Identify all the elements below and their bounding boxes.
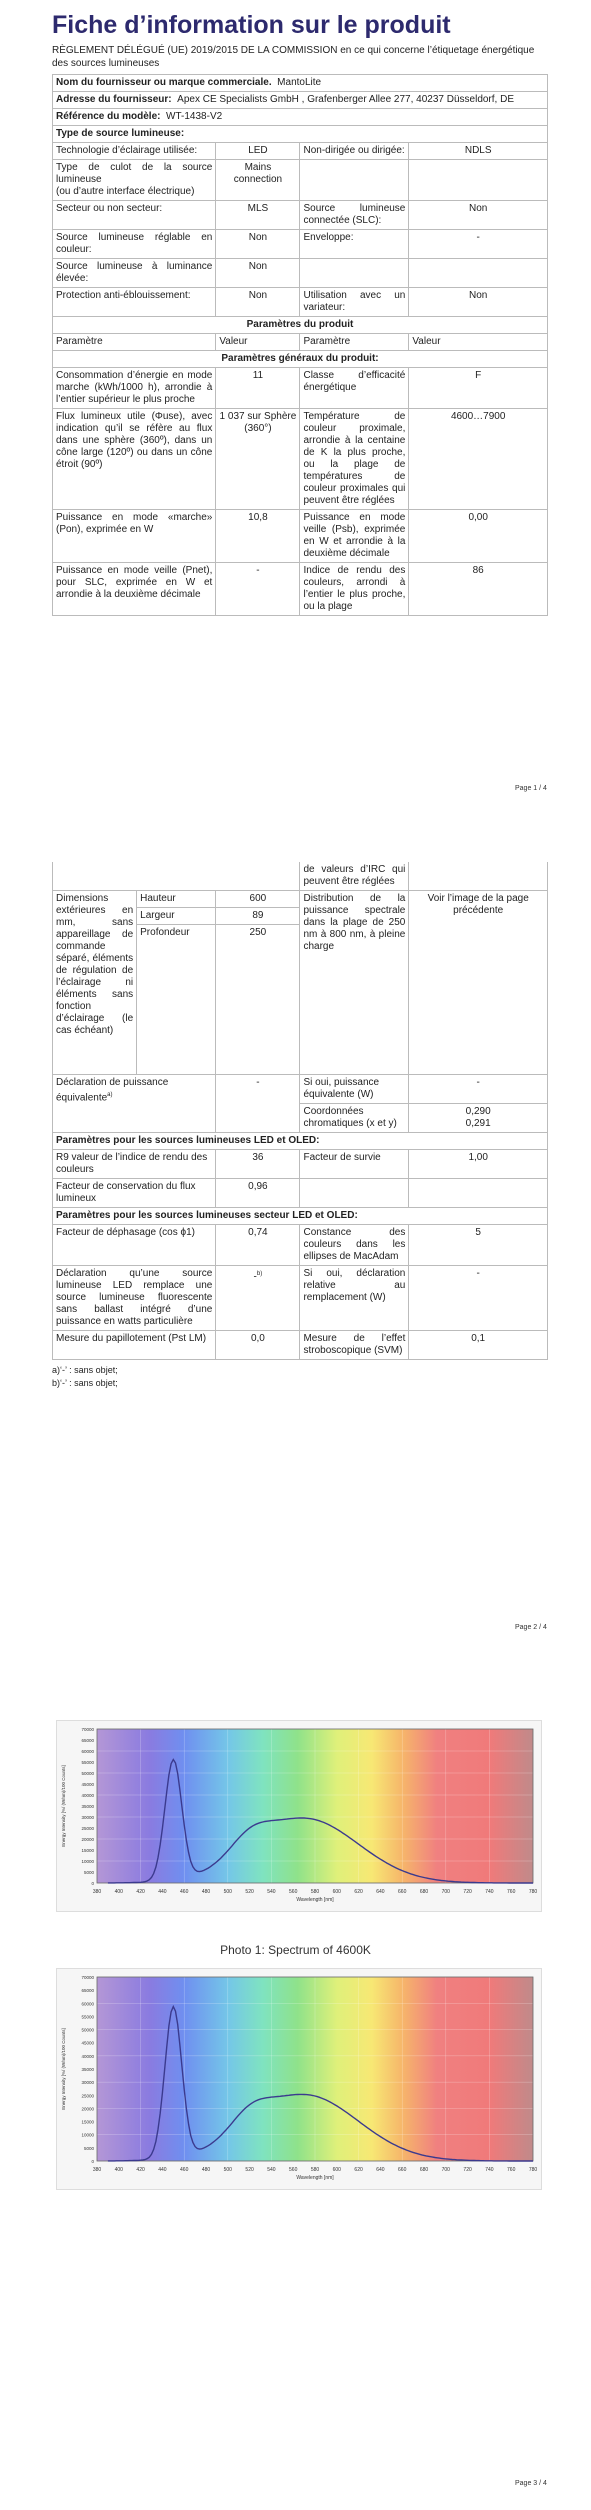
general-value-right: 0,00: [409, 510, 548, 563]
type-label-right: [300, 259, 409, 288]
r9-value: 36: [216, 1150, 300, 1179]
macadam-value: 5: [409, 1225, 548, 1266]
type-label-left: Type de culot de la source lumineuse (ou d’autre interface électrique): [53, 160, 216, 201]
model-value: WT-1438-V2: [166, 111, 223, 122]
y-tick-label: 45000: [81, 1782, 94, 1787]
x-tick-label: 640: [376, 1889, 385, 1895]
general-title-row: [53, 351, 548, 368]
chroma-values: [409, 1104, 548, 1133]
x-tick-label: 760: [507, 2167, 516, 2173]
dim-value-3: 250: [216, 925, 300, 1075]
model-row: [53, 109, 548, 126]
replacement-sup: b): [256, 1271, 263, 1277]
page-3: [0, 1700, 591, 2510]
type-value-left: Mains connection: [216, 160, 300, 201]
note-b: b)‘-’ : sans objet;: [52, 1378, 118, 1388]
dim-key-3: Profondeur: [137, 925, 216, 1075]
general-label-right: Classe d’efficacité énergétique: [300, 368, 409, 409]
y-tick-label: 55000: [81, 2014, 94, 2020]
type-value-left: Non: [216, 288, 300, 317]
col-value-2: Valeur: [409, 334, 548, 351]
x-tick-label: 780: [528, 1889, 538, 1895]
type-value-right: Non: [409, 288, 548, 317]
general-value-left: 11: [216, 368, 300, 409]
x-tick-label: 640: [376, 2167, 385, 2173]
col-param-1: Paramètre: [53, 334, 216, 351]
type-label-right: Source lumineuse connectée (SLC):: [300, 201, 409, 230]
replacement2-value: -: [409, 1266, 548, 1331]
spectrum-chart-2: [57, 1969, 541, 2189]
y-tick-label: 0: [91, 1881, 94, 1886]
x-tick-label: 680: [419, 2167, 429, 2173]
spectrum-plot-1: [56, 1720, 542, 1912]
type-row: [53, 259, 548, 288]
dim-value-1: 600: [216, 891, 300, 908]
x-tick-label: 660: [398, 1889, 407, 1895]
params-column-row: [53, 334, 548, 351]
y-tick-label: 60000: [81, 2001, 94, 2007]
page-number: Page 1 / 4: [515, 785, 547, 792]
col-value-1: Valeur: [216, 334, 300, 351]
address-label: Adresse du fournisseur:: [56, 94, 172, 105]
type-label-right: [300, 160, 409, 201]
general-value-left: -: [216, 563, 300, 616]
type-value-right: NDLS: [409, 143, 548, 160]
type-label-right: Enveloppe:: [300, 230, 409, 259]
supplier-label: Nom du fournisseur ou marque commerciale.: [56, 77, 272, 88]
general-label-left: Consommation d’énergie en mode marche (kWh/1000 h), arrondie à l’entier supérieur le plus proche: [53, 368, 216, 409]
product-info-table-continued: [52, 862, 548, 1360]
address-value: Apex CE Specialists GmbH , Grafenberger Allee 277, 40237 Düsseldorf, DE: [177, 94, 514, 105]
y-tick-label: 50000: [81, 1771, 94, 1776]
x-tick-label: 440: [158, 2167, 167, 2173]
x-tick-label: 740: [485, 2167, 494, 2173]
x-tick-label: 620: [354, 2167, 363, 2173]
dims-label: Dimensions extérieures en mm, sans appareillage de commande séparé, éléments de régulation de l’éclairage ni éléments sans fonction d’éclairage (le cas échéant): [53, 891, 137, 1075]
y-tick-label: 10000: [81, 1859, 94, 1864]
y-tick-label: 60000: [81, 1749, 94, 1754]
continued-row: [53, 862, 548, 891]
equiv-cell: [53, 1075, 216, 1133]
type-value-right: [409, 259, 548, 288]
y-tick-label: 45000: [81, 2040, 94, 2046]
y-tick-label: 20000: [81, 1837, 94, 1842]
flicker-label: Mesure du papillotement (Pst LM): [53, 1331, 216, 1360]
type-label-left: Secteur ou non secteur:: [53, 201, 216, 230]
type-row: [53, 160, 548, 201]
equiv2-label: Si oui, puissance équivalente (W): [300, 1075, 409, 1104]
general-value-left: 1 037 sur Sphère (360°): [216, 409, 300, 510]
y-tick-label: 25000: [81, 2093, 94, 2099]
general-row: [53, 409, 548, 510]
equiv2-value: -: [409, 1075, 548, 1104]
type-value-left: Non: [216, 230, 300, 259]
spectrum-caption: Photo 1: Spectrum of 4600K: [220, 1943, 371, 1957]
note-a: a)‘-’ : sans objet;: [52, 1365, 118, 1375]
maintenance-label: Facteur de conservation du flux lumineux: [53, 1179, 216, 1208]
equiv-label: Déclaration de puissance équivalente: [56, 1077, 169, 1104]
displacement-label: Facteur de déphasage (cos ϕ1): [53, 1225, 216, 1266]
general-label-right: Puissance en mode veille (Psb), exprimée en W et arrondie à la deuxième décimale: [300, 510, 409, 563]
y-tick-label: 20000: [81, 2106, 94, 2112]
regulation-text: RÈGLEMENT DÉLÉGUÉ (UE) 2019/2015 DE LA COMMISSION en ce qui concerne l’étiquetage énergétique des sources lumineuses: [52, 45, 535, 69]
led-title: Paramètres pour les sources lumineuses LED et OLED:: [53, 1133, 548, 1150]
svm-label: Mesure de l’effet stroboscopique (SVM): [300, 1331, 409, 1360]
page-number-2: Page 2 / 4: [515, 1624, 547, 1631]
dim-value-2: 89: [216, 908, 300, 925]
x-tick-label: 500: [223, 2167, 232, 2173]
y-axis-label: Energy Intensity [%/ (W/nm)/100 Counts]: [61, 2028, 66, 2110]
y-tick-label: 35000: [81, 2067, 94, 2072]
replacement2-label: Si oui, déclaration relative au remplacement (W): [300, 1266, 409, 1331]
page-number-3: Page 3 / 4: [515, 2480, 547, 2487]
general-value-right: 4600…7900: [409, 409, 548, 510]
x-tick-label: 460: [180, 2167, 189, 2173]
params-title: Paramètres du produit: [53, 317, 548, 334]
x-tick-label: 660: [398, 2167, 407, 2173]
spectrum-chart-1: [57, 1721, 541, 1911]
flicker-value: 0,0: [216, 1331, 300, 1360]
y-tick-label: 0: [91, 2159, 94, 2164]
replacement-row: [53, 1266, 548, 1331]
maintenance-value: 0,96: [216, 1179, 300, 1208]
x-tick-label: 720: [463, 2167, 472, 2173]
x-tick-label: 540: [267, 2167, 276, 2173]
type-value-left: MLS: [216, 201, 300, 230]
x-tick-label: 520: [245, 1889, 254, 1895]
x-tick-label: 380: [92, 2167, 102, 2173]
x-tick-label: 440: [158, 1889, 167, 1895]
survival-label: Facteur de survie: [300, 1150, 409, 1179]
y-axis-label: Energy Intensity [%/ (W/nm)/100 Counts]: [61, 1765, 66, 1847]
x-tick-label: 400: [114, 1889, 123, 1895]
general-label-right: Indice de rendu des couleurs, arrondi à l’entier le plus proche, ou la plage: [300, 563, 409, 616]
x-tick-label: 380: [92, 1889, 102, 1895]
general-value-left: 10,8: [216, 510, 300, 563]
general-row: [53, 563, 548, 616]
y-tick-label: 15000: [81, 2119, 94, 2125]
general-label-left: Puissance en mode «marche» (Pon), exprimée en W: [53, 510, 216, 563]
general-label-right: Température de couleur proximale, arrondie à la centaine de K la plus proche, ou la plage de températures de couleur proximales qui peuvent être réglées: [300, 409, 409, 510]
x-tick-label: 720: [463, 1889, 472, 1895]
x-tick-label: 400: [114, 2167, 123, 2173]
y-tick-label: 50000: [81, 2027, 94, 2033]
y-tick-label: 55000: [81, 1760, 94, 1765]
y-tick-label: 35000: [81, 1804, 94, 1809]
dim-key-2: Largeur: [137, 908, 216, 925]
mains-title: Paramètres pour les sources lumineuses secteur LED et OLED:: [53, 1208, 548, 1225]
cri-continued: de valeurs d’IRC qui peuvent être réglées: [300, 862, 409, 891]
general-row: [53, 368, 548, 409]
survival-value: 1,00: [409, 1150, 548, 1179]
y-tick-label: 40000: [81, 2053, 94, 2059]
x-tick-label: 700: [441, 1889, 450, 1895]
mains-title-row: [53, 1208, 548, 1225]
x-tick-label: 480: [201, 1889, 211, 1895]
dim-key-1: Hauteur: [137, 891, 216, 908]
type-label-left: Technologie d’éclairage utilisée:: [53, 143, 216, 160]
replacement-label: Déclaration qu’une source lumineuse LED remplace une source lumineuse fluorescente sans ballast intégré d’une puissance en watts particulière: [53, 1266, 216, 1331]
phi-row: [53, 1225, 548, 1266]
x-tick-label: 420: [136, 2167, 145, 2173]
svm-value: 0,1: [409, 1331, 548, 1360]
x-tick-label: 780: [528, 2167, 538, 2173]
equiv-sup: a): [107, 1092, 113, 1098]
flicker-row: [53, 1331, 548, 1360]
x-tick-label: 460: [180, 1889, 189, 1895]
replacement-cell: [216, 1266, 300, 1331]
r9-row: [53, 1150, 548, 1179]
product-info-table: [52, 74, 548, 616]
y-tick-label: 5000: [83, 2145, 94, 2151]
spd-label: Distribution de la puissance spectrale dans la plage de 250 nm à 800 nm, à pleine charge: [300, 891, 409, 1075]
equiv-value: -: [216, 1075, 300, 1133]
type-row: [53, 230, 548, 259]
chroma-y: 0,291: [465, 1118, 491, 1129]
document-title: Fiche d’information sur le produit: [52, 11, 451, 39]
maint-row: [53, 1179, 548, 1208]
type-value-right: -: [409, 230, 548, 259]
general-rows: [53, 368, 548, 616]
y-tick-label: 25000: [81, 1826, 94, 1831]
general-value-right: F: [409, 368, 548, 409]
r9-label: R9 valeur de l’indice de rendu des couleurs: [53, 1150, 216, 1179]
type-value-right: Non: [409, 201, 548, 230]
dims-row-1: [53, 891, 548, 908]
x-tick-label: 480: [201, 2167, 211, 2173]
type-label-left: Source lumineuse réglable en couleur:: [53, 230, 216, 259]
type-value-left: Non: [216, 259, 300, 288]
spd-value: Voir l’image de la page précédente: [409, 891, 548, 1075]
type-row: [53, 201, 548, 230]
x-tick-label: 420: [136, 1889, 145, 1895]
general-label-left: Puissance en mode veille (Pnet), pour SLC, exprimée en W et arrondie à la deuxième décimale: [53, 563, 216, 616]
x-tick-label: 580: [310, 2167, 320, 2173]
type-row: [53, 143, 548, 160]
chroma-label: Coordonnées chromatiques (x et y): [300, 1104, 409, 1133]
type-row: [53, 288, 548, 317]
supplier-value: MantoLite: [277, 77, 322, 88]
type-value-right: [409, 160, 548, 201]
y-tick-label: 65000: [81, 1738, 94, 1743]
chroma-x: 0,290: [465, 1106, 491, 1117]
x-tick-label: 500: [223, 1889, 232, 1895]
y-tick-label: 30000: [81, 1815, 94, 1820]
type-rows: [53, 143, 548, 317]
x-tick-label: 680: [419, 1889, 429, 1895]
x-tick-label: 760: [507, 1889, 516, 1895]
y-tick-label: 10000: [81, 2132, 94, 2138]
y-tick-label: 70000: [81, 1975, 94, 1980]
y-tick-label: 65000: [81, 1988, 94, 1994]
macadam-label: Constance des couleurs dans les ellipses de MacAdam: [300, 1225, 409, 1266]
model-label: Référence du modèle:: [56, 111, 161, 122]
params-title-row: [53, 317, 548, 334]
spectrum-plot-2: [56, 1968, 542, 2190]
replacement-value: -: [253, 1271, 257, 1283]
led-title-row: [53, 1133, 548, 1150]
address-row: [53, 92, 548, 109]
x-tick-label: 740: [485, 1889, 494, 1895]
supplier-row: [53, 75, 548, 92]
type-label-right: Non-dirigée ou dirigée:: [300, 143, 409, 160]
x-axis-label: Wavelength [nm]: [296, 2175, 334, 2181]
col-param-2: Paramètre: [300, 334, 409, 351]
y-tick-label: 5000: [83, 1870, 94, 1875]
equiv-row: [53, 1075, 548, 1104]
general-value-right: 86: [409, 563, 548, 616]
y-tick-label: 40000: [81, 1793, 94, 1798]
type-header: Type de source lumineuse:: [53, 126, 548, 143]
x-tick-label: 540: [267, 1889, 276, 1895]
x-axis-label: Wavelength [nm]: [296, 1897, 334, 1903]
type-value-left: LED: [216, 143, 300, 160]
type-header-row: [53, 126, 548, 143]
x-tick-label: 560: [289, 1889, 298, 1895]
x-tick-label: 700: [441, 2167, 450, 2173]
x-tick-label: 580: [310, 1889, 320, 1895]
page-1: [0, 0, 591, 800]
general-title: Paramètres généraux du produit:: [53, 351, 548, 368]
x-tick-label: 600: [332, 2167, 341, 2173]
x-tick-label: 560: [289, 2167, 298, 2173]
x-tick-label: 520: [245, 2167, 254, 2173]
y-tick-label: 70000: [81, 1727, 94, 1732]
page-2: [0, 862, 591, 1662]
displacement-value: 0,74: [216, 1225, 300, 1266]
type-label-right: Utilisation avec un variateur:: [300, 288, 409, 317]
x-tick-label: 620: [354, 1889, 363, 1895]
y-tick-label: 30000: [81, 2080, 94, 2086]
general-label-left: Flux lumineux utile (Φuse), avec indication qu’il se réfère au flux dans une sphère (360º), dans un cône large (120º) ou dans un cône étroit (90º): [53, 409, 216, 510]
type-label-left: Source lumineuse à luminance élevée:: [53, 259, 216, 288]
type-label-left: Protection anti-éblouissement:: [53, 288, 216, 317]
y-tick-label: 15000: [81, 1848, 94, 1853]
general-row: [53, 510, 548, 563]
x-tick-label: 600: [332, 1889, 341, 1895]
